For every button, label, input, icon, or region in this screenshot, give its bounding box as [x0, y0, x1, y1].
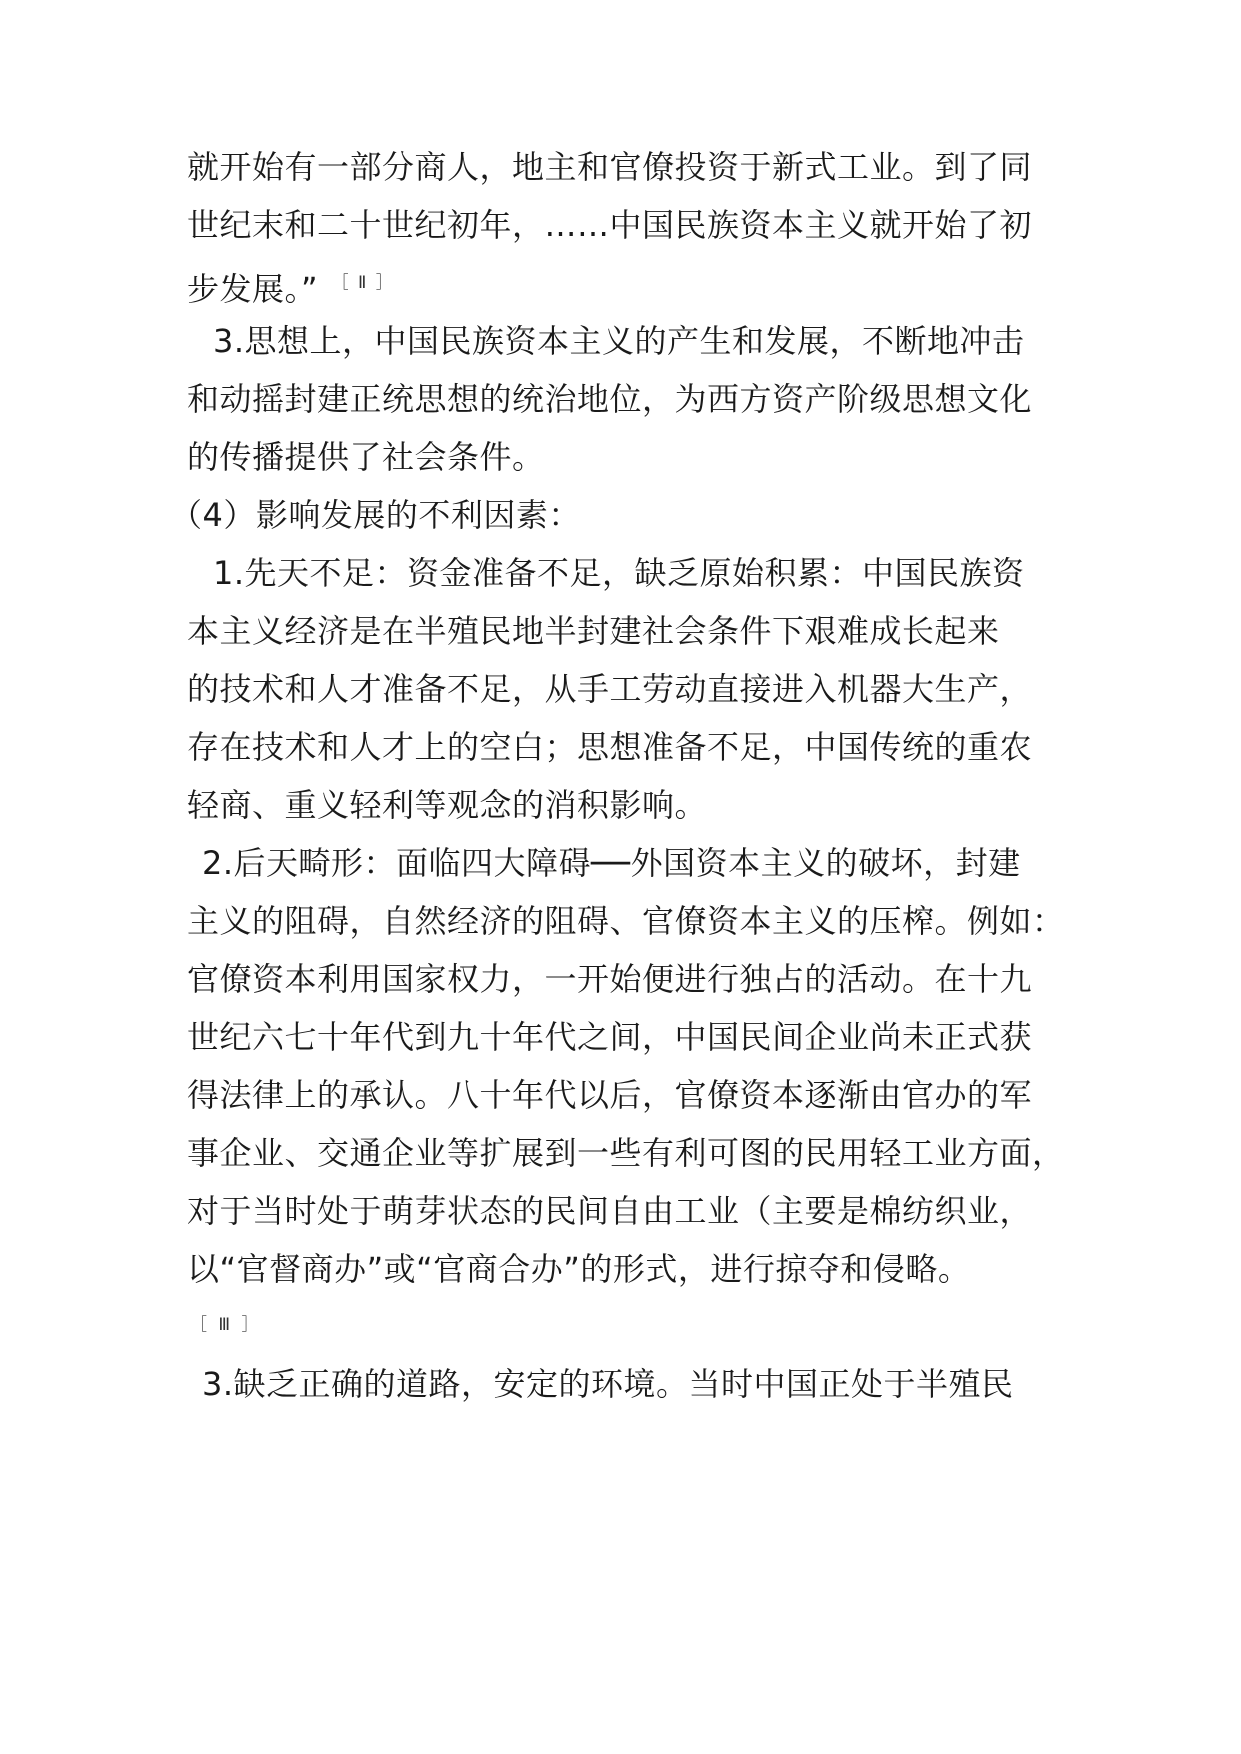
body-line: 官僚资本利用国家权力，一开始便进行独占的活动。在十九	[187, 960, 1033, 998]
body-line: 轻商、重义轻利等观念的消积影响。	[187, 786, 708, 824]
citation-ref: ［ Ⅱ ］	[340, 273, 395, 293]
body-line: 得法律上的承认。八十年代以后，官僚资本逐渐由官办的军	[187, 1076, 1033, 1114]
body-line: 以“官督商办”或“官商合办”的形式，进行掠夺和侵略。	[187, 1250, 971, 1288]
body-line: 和动摇封建正统思想的统治地位，为西方资产阶级思想文化	[187, 380, 1033, 418]
citation-ref: ［ Ⅲ ］	[190, 1315, 262, 1335]
body-line: 存在技术和人才上的空白；思想准备不足，中国传统的重农	[187, 728, 1033, 766]
paragraph-first-line: 1.先天不足：资金准备不足，缺乏原始积累：中国民族资	[213, 554, 1025, 592]
body-line: 本主义经济是在半殖民地半封建社会条件下艰难成长起来	[187, 612, 1000, 650]
body-text: 步发展。”	[187, 270, 319, 308]
body-line: 世纪末和二十世纪初年，……中国民族资本主义就开始了初	[187, 206, 1033, 244]
paragraph-first-line: 3.思想上，中国民族资本主义的产生和发展，不断地冲击	[213, 322, 1025, 360]
body-line: 对于当时处于萌芽状态的民间自由工业（主要是棉纺织业，	[187, 1192, 1033, 1230]
body-line: 的传播提供了社会条件。	[187, 438, 545, 476]
section-heading: （4）影响发展的不利因素：	[170, 496, 581, 534]
body-line: 世纪六七十年代到九十年代之间，中国民间企业尚未正式获	[187, 1018, 1033, 1056]
body-line: 就开始有一部分商人，地主和官僚投资于新式工业。到了同	[187, 148, 1033, 186]
body-line: 主义的阻碍，自然经济的阻碍、官僚资本主义的压榨。例如：	[187, 902, 1065, 940]
paragraph-first-line: 3.缺乏正确的道路，安定的环境。当时中国正处于半殖民	[202, 1365, 1014, 1403]
body-line	[187, 261, 1067, 311]
body-line: 的技术和人才准备不足，从手工劳动直接进入机器大生产，	[187, 670, 1033, 708]
body-line: 事企业、交通企业等扩展到一些有利可图的民用轻工业方面，	[187, 1134, 1065, 1172]
paragraph-first-line: 2.后天畸形：面临四大障碍──外国资本主义的破坏，封建	[202, 844, 1021, 882]
